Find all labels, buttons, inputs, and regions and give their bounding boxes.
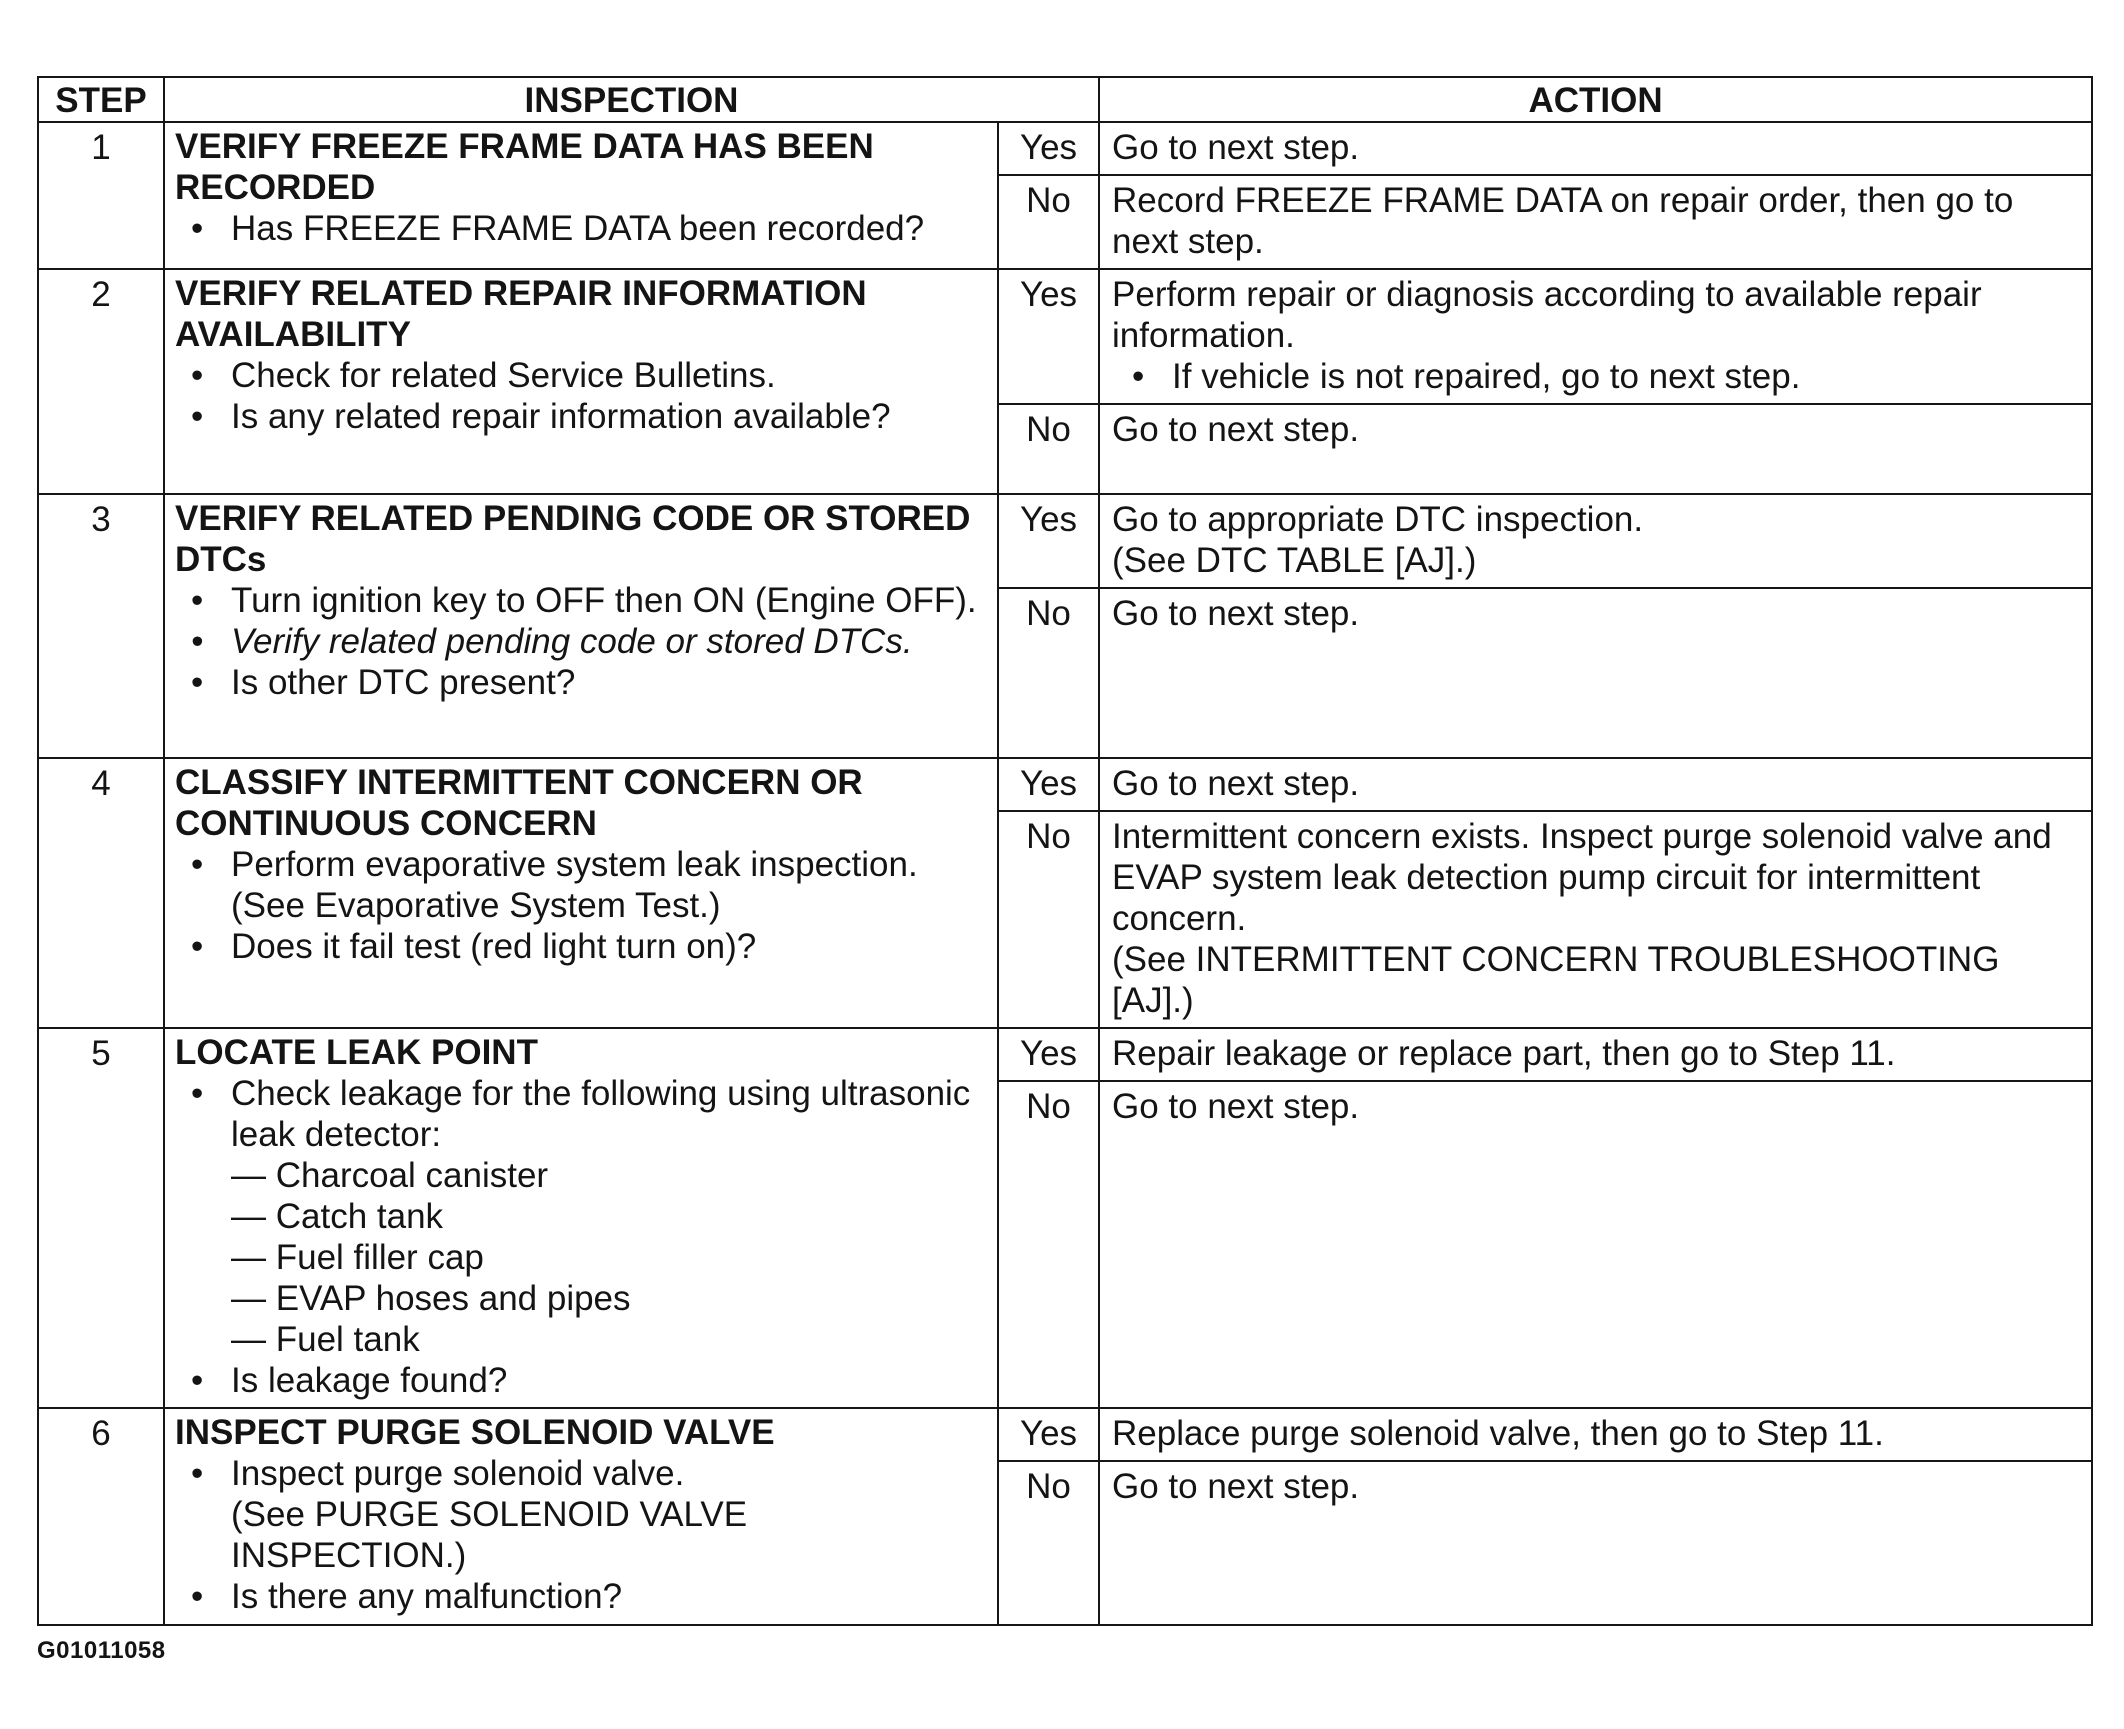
no-action: Record FREEZE FRAME DATA on repair order, then go to next step. xyxy=(1099,175,2092,269)
yes-action: Repair leakage or replace part, then go to Step 11. xyxy=(1099,1028,2092,1081)
inspection-bullet: • Check for related Service Bulletins. xyxy=(175,355,989,396)
yes-action: Go to next step. xyxy=(1099,122,2092,175)
no-action-cell xyxy=(1099,811,2092,1028)
bullet-reference: (See PURGE SOLENOID VALVE INSPECTION.) xyxy=(231,1495,748,1575)
step-4-inspection xyxy=(164,758,998,1028)
no-action: Go to next step. xyxy=(1099,1461,2092,1625)
step-1-inspection xyxy=(164,122,998,269)
inspection-bullet: • Has FREEZE FRAME DATA been recorded? xyxy=(175,208,989,249)
header-row xyxy=(38,77,2092,122)
header-step: STEP xyxy=(38,77,164,122)
sub-item: — Catch tank xyxy=(231,1196,989,1237)
no-label: No xyxy=(998,1081,1099,1408)
step-number: 4 xyxy=(38,758,164,1028)
yes-action: Go to appropriate DTC inspection. xyxy=(1112,500,1644,539)
step-number: 6 xyxy=(38,1408,164,1625)
inspection-bullet: • Turn ignition key to OFF then ON (Engine OFF). xyxy=(175,580,989,621)
step-number: 1 xyxy=(38,122,164,269)
no-label: No xyxy=(998,588,1099,758)
yes-action: Perform repair or diagnosis according to available repair information. xyxy=(1112,275,1982,355)
diagnostic-procedure-table xyxy=(37,76,2093,1626)
sub-item: — Fuel tank xyxy=(231,1319,989,1360)
step-title: VERIFY FREEZE FRAME DATA HAS BEEN RECORDED xyxy=(175,127,874,207)
header-action: ACTION xyxy=(1099,77,2092,122)
yes-action: Replace purge solenoid valve, then go to Step 11. xyxy=(1099,1408,2092,1461)
inspection-bullet: • Is leakage found? xyxy=(175,1360,989,1401)
no-action: Go to next step. xyxy=(1099,588,2092,758)
no-label: No xyxy=(998,175,1099,269)
inspection-bullet: • Is there any malfunction? xyxy=(175,1576,989,1617)
yes-action-cell xyxy=(1099,494,2092,588)
no-label: No xyxy=(998,811,1099,1028)
bullet-text: Check leakage for the following using ultrasonic leak detector: xyxy=(231,1074,971,1154)
step-title: CLASSIFY INTERMITTENT CONCERN OR CONTINUOUS CONCERN xyxy=(175,763,863,843)
yes-label: Yes xyxy=(998,494,1099,588)
no-action: Go to next step. xyxy=(1099,404,2092,494)
step-title: VERIFY RELATED PENDING CODE OR STORED DTCs xyxy=(175,499,971,579)
inspection-bullet xyxy=(175,1453,989,1576)
action-sub-bullet: • If vehicle is not repaired, go to next step. xyxy=(1116,356,2083,397)
step-2-inspection xyxy=(164,269,998,494)
step-number: 3 xyxy=(38,494,164,758)
inspection-bullet xyxy=(175,1073,989,1360)
step-1-yes-row xyxy=(38,122,2092,175)
sub-item: — Charcoal canister xyxy=(231,1155,989,1196)
step-5-inspection xyxy=(164,1028,998,1408)
yes-action-cell xyxy=(1099,269,2092,404)
no-label: No xyxy=(998,404,1099,494)
no-action: Go to next step. xyxy=(1099,1081,2092,1408)
step-title: INSPECT PURGE SOLENOID VALVE xyxy=(175,1413,775,1452)
step-3-yes-row xyxy=(38,494,2092,588)
step-number: 5 xyxy=(38,1028,164,1408)
step-2-yes-row xyxy=(38,269,2092,404)
inspection-bullet: • Is other DTC present? xyxy=(175,662,989,703)
step-5-yes-row xyxy=(38,1028,2092,1081)
yes-action: Go to next step. xyxy=(1099,758,2092,811)
inspection-bullet xyxy=(175,844,989,926)
inspection-bullet: • Is any related repair information available? xyxy=(175,396,989,437)
step-3-inspection xyxy=(164,494,998,758)
step-6-yes-row xyxy=(38,1408,2092,1461)
step-number: 2 xyxy=(38,269,164,494)
bullet-reference: (See Evaporative System Test.) xyxy=(231,886,721,925)
yes-label: Yes xyxy=(998,269,1099,404)
step-title: LOCATE LEAK POINT xyxy=(175,1033,538,1072)
inspection-bullet: • Verify related pending code or stored DTCs. xyxy=(175,621,989,662)
bullet-text: Inspect purge solenoid valve. xyxy=(231,1454,685,1493)
figure-code: G01011058 xyxy=(37,1637,166,1664)
header-inspection: INSPECTION xyxy=(164,77,1099,122)
yes-action-reference: (See DTC TABLE [AJ].) xyxy=(1112,541,1477,580)
inspection-bullet: • Does it fail test (red light turn on)? xyxy=(175,926,989,967)
step-6-inspection xyxy=(164,1408,998,1625)
no-label: No xyxy=(998,1461,1099,1625)
no-action-reference: (See INTERMITTENT CONCERN TROUBLESHOOTING [AJ].) xyxy=(1112,940,2000,1020)
step-title: VERIFY RELATED REPAIR INFORMATION AVAILABILITY xyxy=(175,274,867,354)
sub-item: — EVAP hoses and pipes xyxy=(231,1278,989,1319)
yes-label: Yes xyxy=(998,1028,1099,1081)
yes-label: Yes xyxy=(998,1408,1099,1461)
sub-item: — Fuel filler cap xyxy=(231,1237,989,1278)
yes-label: Yes xyxy=(998,758,1099,811)
step-4-yes-row xyxy=(38,758,2092,811)
bullet-text: Perform evaporative system leak inspection. xyxy=(231,845,918,884)
no-action: Intermittent concern exists. Inspect purge solenoid valve and EVAP system leak detection pump circuit for intermittent concern. xyxy=(1112,817,2052,938)
yes-label: Yes xyxy=(998,122,1099,175)
